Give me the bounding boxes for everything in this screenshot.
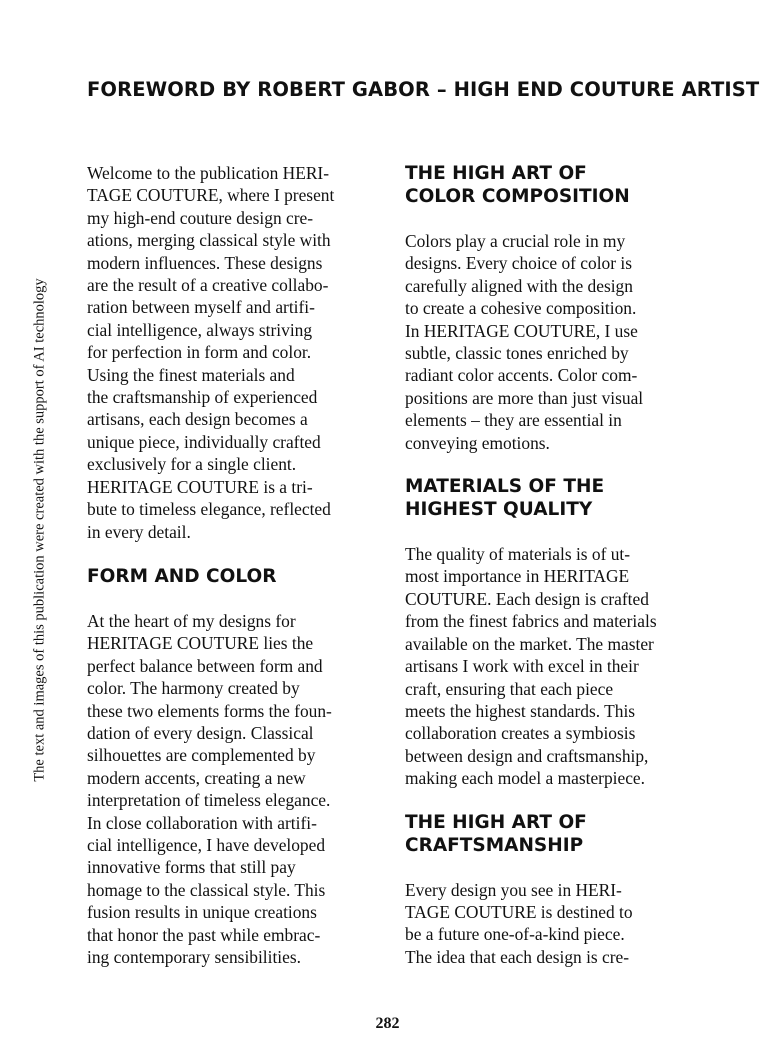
text-line: that honor the past while embrac- bbox=[87, 924, 321, 945]
text-line: radiant color accents. Color com- bbox=[405, 365, 638, 386]
text-line: fusion results in unique creations bbox=[87, 902, 317, 923]
color-composition-paragraph bbox=[405, 230, 705, 454]
page-title: FOREWORD BY ROBERT GABOR – HIGH END COUTURE ARTIST bbox=[87, 78, 760, 101]
text-line: interpretation of timeless elegance. bbox=[87, 790, 331, 811]
text-line: COUTURE. Each design is crafted bbox=[405, 588, 649, 609]
text-line: my high-end couture design cre- bbox=[87, 207, 314, 228]
text-line: meets the highest standards. This bbox=[405, 700, 636, 721]
text-line: TAGE COUTURE, where I present bbox=[87, 185, 335, 206]
craftsmanship-paragraph bbox=[405, 879, 705, 969]
text-line: cial intelligence, always striving bbox=[87, 319, 313, 340]
text-line: available on the market. The master bbox=[405, 633, 654, 654]
text-line: ing contemporary sensibilities. bbox=[87, 947, 301, 967]
text-line: In close collaboration with artifi- bbox=[87, 812, 317, 833]
text-line: The quality of materials is of ut- bbox=[405, 544, 631, 565]
text-line: bute to timeless elegance, reflected bbox=[87, 499, 331, 520]
text-line: Colors play a crucial role in my bbox=[405, 231, 626, 251]
side-note: The text and images of this publication were created with the support of AI technology bbox=[31, 278, 48, 782]
text-line: homage to the classical style. This bbox=[87, 879, 326, 900]
text-line: In HERITAGE COUTURE, I use bbox=[405, 320, 638, 341]
heading-line: MATERIALS OF THE bbox=[405, 476, 605, 498]
heading-line: THE HIGH ART OF bbox=[405, 811, 587, 833]
text-line: artisans, each design becomes a bbox=[87, 409, 308, 430]
heading-line: HIGHEST QUALITY bbox=[405, 499, 593, 521]
heading-line: COLOR COMPOSITION bbox=[405, 186, 630, 207]
text-line: silhouettes are complemented by bbox=[87, 745, 316, 766]
text-line: craft, ensuring that each piece bbox=[405, 678, 614, 699]
text-line: Using the finest materials and bbox=[87, 364, 295, 385]
text-line: ration between myself and artifi- bbox=[87, 297, 315, 318]
text-line: carefully aligned with the design bbox=[405, 275, 633, 296]
right-column bbox=[405, 162, 705, 968]
text-line: Welcome to the publication HERI- bbox=[87, 163, 329, 183]
text-line: Every design you see in HERI- bbox=[405, 879, 622, 900]
text-line: collaboration creates a symbiosis bbox=[405, 723, 636, 744]
left-column bbox=[87, 162, 387, 968]
text-line: artisans I work with excel in their bbox=[405, 656, 639, 677]
text-line: The idea that each design is cre- bbox=[405, 946, 630, 967]
text-line: exclusively for a single client. bbox=[87, 454, 297, 475]
form-color-heading: FORM AND COLOR bbox=[87, 565, 277, 587]
text-line: most importance in HERITAGE bbox=[405, 566, 630, 587]
text-line: from the finest fabrics and materials bbox=[405, 611, 657, 632]
text-line: designs. Every choice of color is bbox=[405, 253, 632, 274]
text-line: cial intelligence, I have developed bbox=[87, 834, 326, 855]
text-line: modern accents, creating a new bbox=[87, 767, 306, 788]
text-line: making each model a masterpiece. bbox=[405, 768, 645, 789]
text-line: these two elements forms the foun- bbox=[87, 700, 332, 721]
text-line: ations, merging classical style with bbox=[87, 230, 331, 251]
text-line: positions are more than just visual bbox=[405, 387, 644, 408]
text-line: HERITAGE COUTURE is a tri- bbox=[87, 476, 313, 497]
text-line: unique piece, individually crafted bbox=[87, 431, 321, 452]
text-line: the craftsmanship of experienced bbox=[87, 387, 318, 408]
text-line: in every detail. bbox=[87, 521, 191, 542]
materials-paragraph bbox=[405, 543, 705, 789]
text-line: modern influences. These designs bbox=[87, 252, 323, 273]
text-line: between design and craftsmanship, bbox=[405, 745, 649, 766]
text-line: color. The harmony created by bbox=[87, 678, 300, 699]
text-line: HERITAGE COUTURE lies the bbox=[87, 633, 314, 654]
page-number: 282 bbox=[375, 1015, 400, 1032]
text-line: conveying emotions. bbox=[405, 432, 550, 453]
text-line: At the heart of my designs for bbox=[87, 610, 296, 631]
heading-line: CRAFTSMANSHIP bbox=[405, 834, 584, 856]
text-line: be a future one-of-a-kind piece. bbox=[405, 924, 625, 945]
text-line: subtle, classic tones enriched by bbox=[405, 343, 629, 364]
text-line: perfect balance between form and bbox=[87, 655, 323, 676]
text-line: innovative forms that still pay bbox=[87, 857, 296, 878]
text-line: dation of every design. Classical bbox=[87, 722, 314, 743]
color-composition-heading bbox=[405, 162, 705, 208]
form-color-paragraph bbox=[87, 610, 387, 969]
text-line: to create a cohesive composition. bbox=[405, 298, 637, 319]
text-line: TAGE COUTURE is destined to bbox=[405, 901, 633, 922]
heading-line: THE HIGH ART OF bbox=[405, 163, 587, 184]
craftsmanship-heading bbox=[405, 811, 705, 857]
text-line: are the result of a creative collabo- bbox=[87, 275, 329, 296]
text-line: elements – they are essential in bbox=[405, 410, 622, 431]
intro-paragraph bbox=[87, 162, 387, 543]
materials-heading bbox=[405, 475, 705, 521]
text-line: for perfection in form and color. bbox=[87, 342, 312, 363]
